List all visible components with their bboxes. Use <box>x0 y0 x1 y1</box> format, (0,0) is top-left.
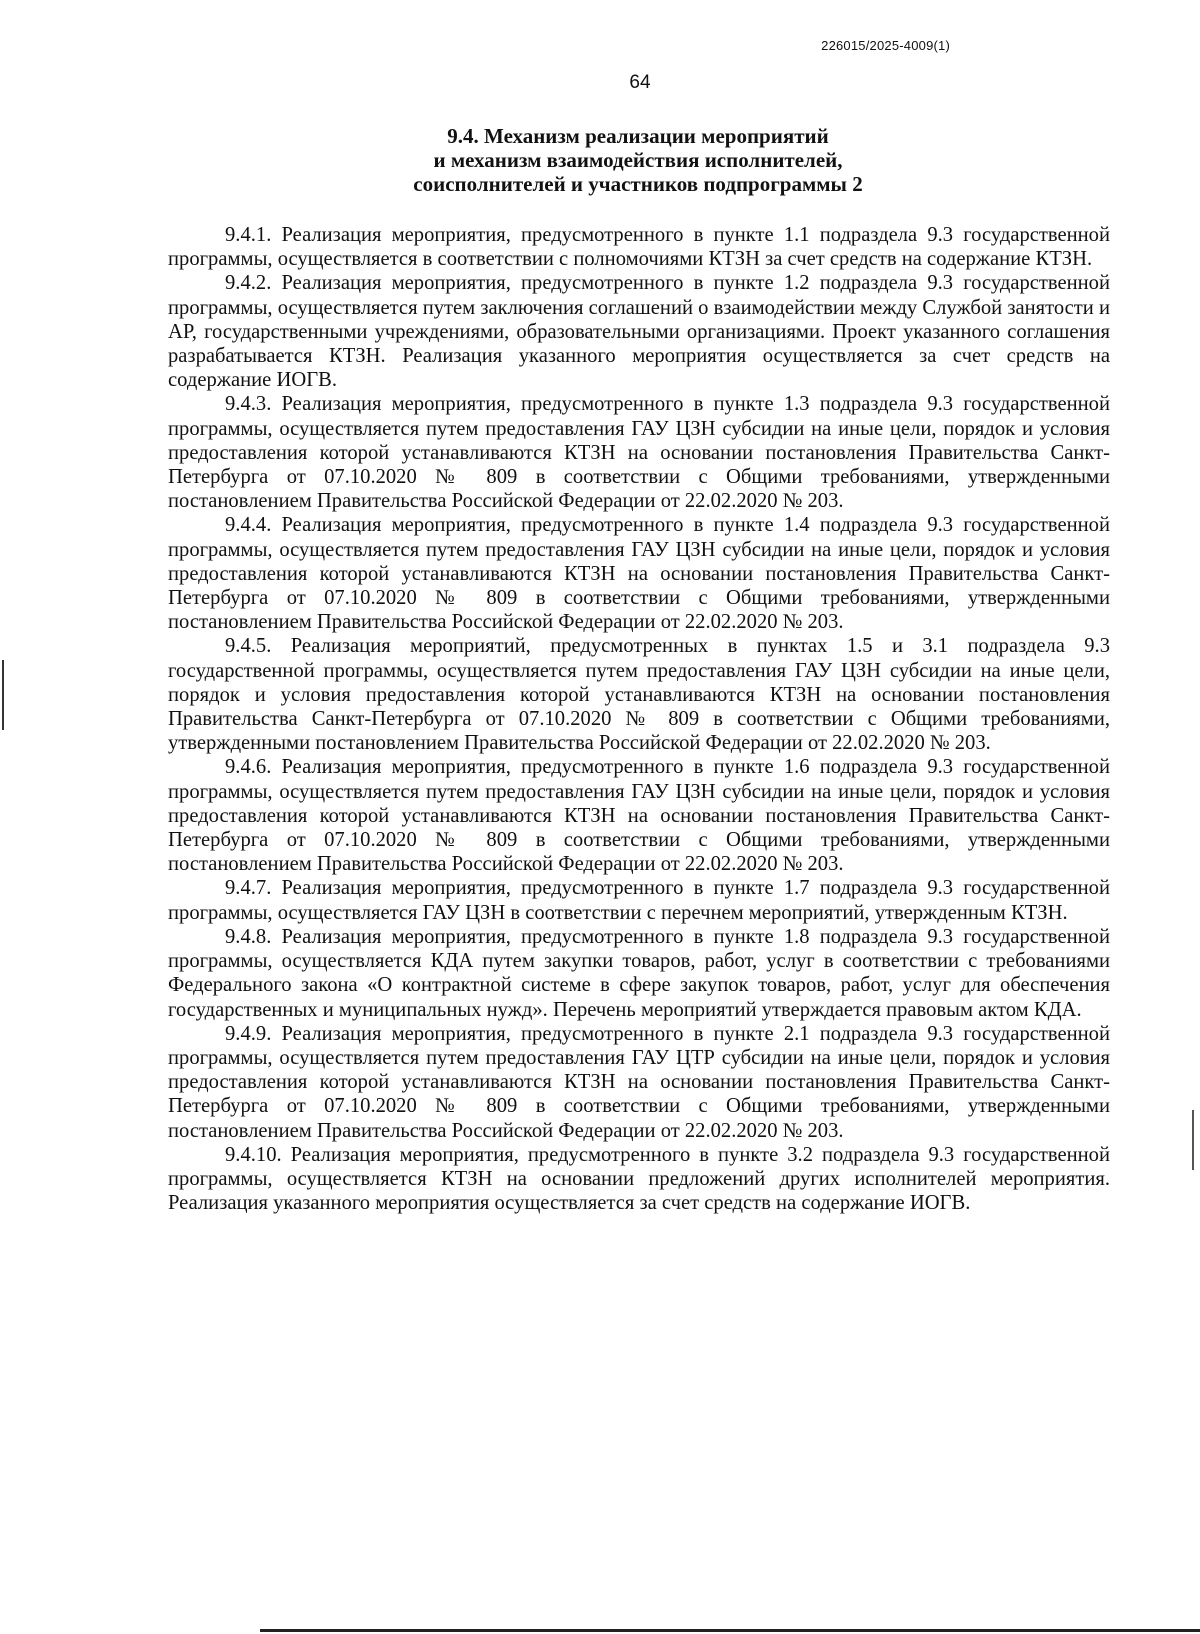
heading-line-2: и механизм взаимодействия исполнителей, <box>433 148 843 172</box>
heading-line-3: соисполнителей и участников подпрограммы 2 <box>413 172 863 196</box>
scan-edge-mark-right <box>1192 1110 1194 1170</box>
paragraph-9-4-8: 9.4.8. Реализация мероприятия, предусмотренного в пункте 1.8 подраздела 9.3 государственной программы, осуществляется КДА путем закупки товаров, работ, услуг в соответствии с требованиями Федерального закона «О контрактной системе в сфере закупок товаров, работ, услуг для обеспечения государственных и муниципальных нужд». Перечень мероприятий утверждается правовым актом КДА. <box>168 925 1110 1021</box>
document-id: 226015/2025-4009(1) <box>821 38 950 53</box>
paragraph-9-4-7: 9.4.7. Реализация мероприятия, предусмотренного в пункте 1.7 подраздела 9.3 государственной программы, осуществляется ГАУ ЦЗН в соответствии с перечнем мероприятий, утвержденным КТЗН. <box>168 877 1110 924</box>
scan-bottom-edge <box>260 1629 1200 1632</box>
paragraph-9-4-1: 9.4.1. Реализация мероприятия, предусмотренного в пункте 1.1 подраздела 9.3 государственной программы, осуществляется в соответствии с полномочиями КТЗН за счет средств на содержание КТЗН. <box>168 224 1110 271</box>
paragraph-9-4-10: 9.4.10. Реализация мероприятия, предусмотренного в пункте 3.2 подраздела 9.3 государственной программы, осуществляется КТЗН на основании предложений других исполнителей мероприятия. Реализация указанного мероприятия осуществляется за счет средств на содержание ИОГВ. <box>168 1143 1110 1215</box>
scan-edge-mark-left <box>2 660 4 730</box>
paragraph-9-4-3: 9.4.3. Реализация мероприятия, предусмотренного в пункте 1.3 подраздела 9.3 государственной программы, осуществляется путем предоставления ГАУ ЦЗН субсидии на иные цели, порядок и условия предоставления которой устанавливаются КТЗН на основании постановления Правительства Санкт-Петербурга от 07.10.2020 № 809 в соответствии с Общими требованиями, утвержденными постановлением Правительства Российской Федерации от 22.02.2020 № 203. <box>168 393 1110 513</box>
heading-line-1: 9.4. Механизм реализации мероприятий <box>447 124 829 148</box>
paragraph-9-4-9: 9.4.9. Реализация мероприятия, предусмотренного в пункте 2.1 подраздела 9.3 государственной программы, осуществляется путем предоставления ГАУ ЦТР субсидии на иные цели, порядок и условия предоставления которой устанавливаются КТЗН на основании постановления Правительства Санкт-Петербурга от 07.10.2020 № 809 в соответствии с Общими требованиями, утвержденными постановлением Правительства Российской Федерации от 22.02.2020 № 203. <box>168 1022 1110 1142</box>
section-heading <box>168 124 1108 196</box>
document-body <box>168 223 1110 1215</box>
page-number: 64 <box>629 72 651 93</box>
paragraph-9-4-2: 9.4.2. Реализация мероприятия, предусмотренного в пункте 1.2 подраздела 9.3 государственной программы, осуществляется путем заключения соглашений о взаимодействии между Службой занятости и АР, государственными учреждениями, образовательными организациями. Проект указанного соглашения разрабатывается КТЗН. Реализация указанного мероприятия осуществляется за счет средств на содержание ИОГВ. <box>168 272 1110 392</box>
paragraph-9-4-5: 9.4.5. Реализация мероприятий, предусмотренных в пунктах 1.5 и 3.1 подраздела 9.3 государственной программы, осуществляется путем предоставления ГАУ ЦЗН субсидии на иные цели, порядок и условия предоставления которой устанавливаются КТЗН на основании постановления Правительства Санкт-Петербурга от 07.10.2020 № 809 в соответствии с Общими требованиями, утвержденными постановлением Правительства Российской Федерации от 22.02.2020 № 203. <box>168 635 1110 755</box>
paragraph-9-4-6: 9.4.6. Реализация мероприятия, предусмотренного в пункте 1.6 подраздела 9.3 государственной программы, осуществляется путем предоставления ГАУ ЦЗН субсидии на иные цели, порядок и условия предоставления которой устанавливаются КТЗН на основании постановления Правительства Санкт-Петербурга от 07.10.2020 № 809 в соответствии с Общими требованиями, утвержденными постановлением Правительства Российской Федерации от 22.02.2020 № 203. <box>168 756 1110 876</box>
paragraph-9-4-4: 9.4.4. Реализация мероприятия, предусмотренного в пункте 1.4 подраздела 9.3 государственной программы, осуществляется путем предоставления ГАУ ЦЗН субсидии на иные цели, порядок и условия предоставления которой устанавливаются КТЗН на основании постановления Правительства Санкт-Петербурга от 07.10.2020 № 809 в соответствии с Общими требованиями, утвержденными постановлением Правительства Российской Федерации от 22.02.2020 № 203. <box>168 514 1110 634</box>
